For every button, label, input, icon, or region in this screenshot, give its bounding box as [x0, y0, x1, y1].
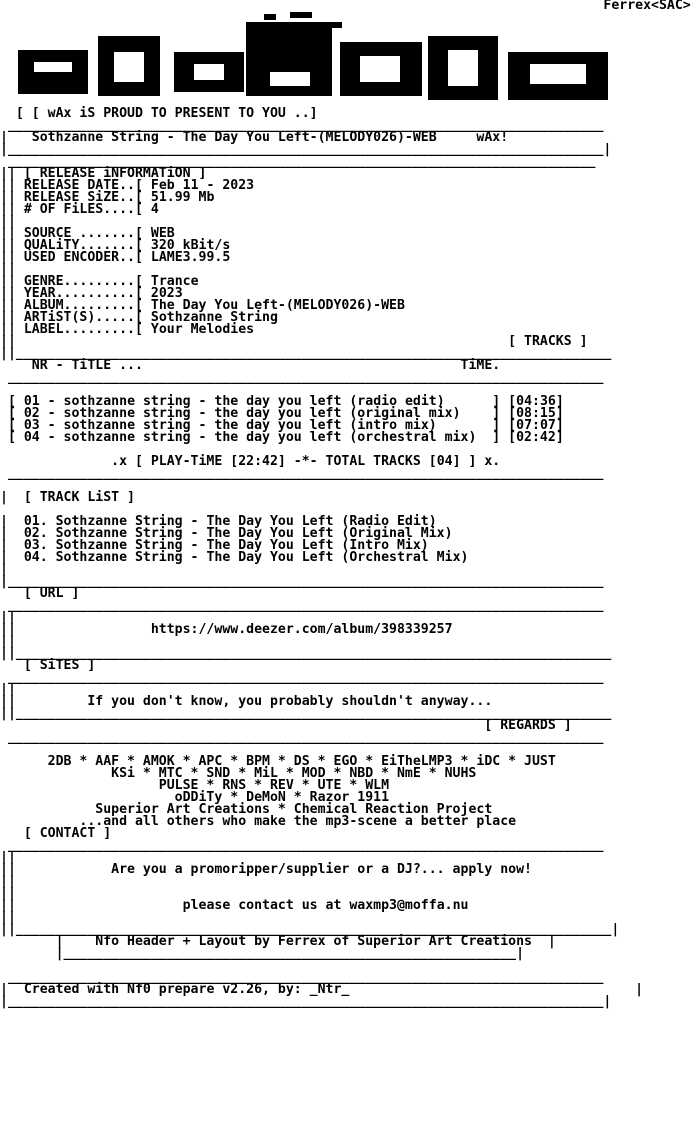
- track-time: 04:36: [516, 394, 556, 409]
- info-value: WEB: [150, 226, 175, 241]
- info-label: USED ENCODER..[: [23, 250, 143, 265]
- total-tracks: 04: [436, 454, 453, 469]
- section-contact: [ CONTACT ]: [23, 826, 112, 841]
- info-value: Feb 11 - 2023: [150, 178, 255, 193]
- nfo-document: Ferrex<SAC> [ [ wAx iS PROUD TO PRESENT TO YOU ..] ___________________________________________________________________________ | Sothzanne String - The Day You Left-(MELODY026)-WEB wAx! |___________________________________________________________________________| __________________________________________________________________________ || [ RELEASE iNFORMATiON ] || RELEASE DATE..[ Feb 11 - 2023 || RELEASE SiZE..[ 51.99 Mb || # OF FiLES....[ 4 || || SOURCE .......[ WEB || QUALiTY.......[ 320 kBit/s || USED ENCODER..[ LAME3.99.5 || || GENRE.........[ Trance || YEAR..........[ 2023 || ALBUM.........[ The Day You Left-(MELODY026)-WEB || ARTiST(S).....[ Sothzanne String || LABEL.........[ Your Melodies || [ TRACKS ] ||___________________________________________________________________________ NR - TiTLE ... TiME. ___________________________________________________________________________ [ 01 - sothzanne string - the day you left (radio edit) ] [04:36] [ 02 - sothzanne string - the day you left (original mix) ] [08:15] [ 03 - sothzanne string - the day you left (intro mix) ] [07:07] [ 04 - sothzanne string - the day you left (orchestral mix) ] [02:42] .x [ PLAY-TiME [22:42] -*- TOTAL TRACKS [04] ] x. ___________________________________________________________________________ | [ TRACK LiST ] | 01. Sothzanne String - The Day You Left (Radio Edit) | 02. Sothzanne String - The Day You Left (Original Mix) | 03. Sothzanne String - The Day You Left (Intro Mix) | 04. Sothzanne String - The Day You Left (Orchestral Mix) | |___________________________________________________________________________ [ URL ] ___________________________________________________________________________ || || https://www.deezer.com/album/398339257 || ||___________________________________________________________________________ [ SiTES ] ___________________________________________________________________________ || || If you don't know, you probably shouldn't anyway... ||___________________________________________________________________________ [ REGARDS ] ___________________________________________________________________________ 2DB * AAF * AMOK * APC * BPM * DS * EGO * EiTheLMP3 * iDC * JUST KSi * MTC * SND * MiL * MOD * NBD * NmE * NUHS PULSE * RNS * REV * UTE * WLM oDDiTy * DeMoN * Razor 1911 Superior Art Creations * Chemical Reaction Project ...and all others who make the mp3-scene a better place [ CONTACT ] ___________________________________________________________________________ || || Are you a promoripper/supplier or a DJ?... apply now! || || || please contact us at waxmp3@moffa.nu || ||___________________________________________________________________________| | Nfo Header + Layout by Ferrex of Superior Art Creations | |_________________________________________________________| ___________________________________________________________________________ | Created with Nf0 prepare v2.26, by: _Ntr_ | |___________________________________________________________________________|: [0, 0, 691, 1009]
- total-playtime: 22:42: [238, 454, 278, 469]
- track-title: sothzanne string - the day you left (orchestral mix): [63, 430, 477, 445]
- release-url[interactable]: https://www.deezer.com/album/398339257: [150, 622, 453, 637]
- info-value: Trance: [150, 274, 199, 289]
- info-label: ARTiST(S).....[: [23, 310, 143, 325]
- track-time: 02:42: [516, 430, 556, 445]
- tracks-header-title: NR - TiTLE ...: [31, 358, 143, 373]
- release-name: Sothzanne String - The Day You Left-(MELODY026)-WEB: [31, 130, 437, 145]
- info-value: 2023: [150, 286, 183, 301]
- track-list-item: 04. Sothzanne String - The Day You Left (Orchestral Mix): [23, 550, 469, 565]
- info-label: RELEASE SiZE..[: [23, 190, 143, 205]
- track-nr: 04: [23, 430, 40, 445]
- info-value: Your Melodies: [150, 322, 255, 337]
- track-title: sothzanne string - the day you left (radio edit): [63, 394, 445, 409]
- track-time: 07:07: [516, 418, 556, 433]
- regards-line: ...and all others who make the mp3-scene a better place: [79, 814, 517, 829]
- sites-text: If you don't know, you probably shouldn't anyway...: [87, 694, 493, 709]
- header-credit: Ferrex<SAC>: [603, 0, 691, 13]
- info-label: GENRE.........[: [23, 274, 143, 289]
- contact-line-2: please contact us at waxmp3@moffa.nu: [182, 898, 469, 913]
- section-release-info: [ RELEASE iNFORMATiON ]: [23, 166, 207, 181]
- info-value: The Day You Left-(MELODY026)-WEB: [150, 298, 405, 313]
- info-label: # OF FiLES....[: [23, 202, 143, 217]
- header-credit-line: [0, 0, 691, 13]
- track-title: sothzanne string - the day you left (intro mix): [63, 418, 437, 433]
- track-time: 08:15: [516, 406, 556, 421]
- track-nr: 02: [23, 406, 40, 421]
- track-list-item: 02. Sothzanne String - The Day You Left (Original Mix): [23, 526, 453, 541]
- tracks-header-time: TiME.: [460, 358, 501, 373]
- info-label: RELEASE DATE..[: [23, 178, 143, 193]
- contact-line-1: Are you a promoripper/supplier or a DJ?... apply now!: [111, 862, 532, 877]
- info-label: QUALiTY.......[: [23, 238, 143, 253]
- footer-created: Created with Nf0 prepare v2.26, by: _Ntr_: [23, 982, 350, 997]
- track-nr: 01: [23, 394, 40, 409]
- track-list-item: 01. Sothzanne String - The Day You Left (Radio Edit): [23, 514, 437, 529]
- header-tagline: [ wAx iS PROUD TO PRESENT TO YOU ..]: [31, 106, 318, 121]
- section-tracks: [ TRACKS ]: [508, 334, 588, 349]
- logo-tag: wAx!: [476, 130, 509, 145]
- info-value: Sothzanne String: [150, 310, 278, 325]
- track-list-item: 03. Sothzanne String - The Day You Left (Intro Mix): [23, 538, 429, 553]
- info-label: LABEL.........[: [23, 322, 143, 337]
- regards-line: 2DB * AAF * AMOK * APC * BPM * DS * EGO * EiTheLMP3 * iDC * JUST: [47, 754, 556, 769]
- info-value: 320 kBit/s: [150, 238, 231, 253]
- section-track-list: [ TRACK LiST ]: [23, 490, 135, 505]
- info-value: LAME3.99.5: [150, 250, 231, 265]
- footer-credit: Nfo Header + Layout by Ferrex of Superior Art Creations: [95, 934, 532, 949]
- track-nr: 03: [23, 418, 40, 433]
- info-value: 51.99 Mb: [150, 190, 215, 205]
- regards-line: KSi * MTC * SND * MiL * MOD * NBD * NmE * NUHS: [111, 766, 477, 781]
- section-url: [ URL ]: [23, 586, 80, 601]
- regards-line: oDDiTy * DeMoN * Razor 1911: [174, 790, 390, 805]
- info-label: ALBUM.........[: [23, 298, 143, 313]
- section-regards: [ REGARDS ]: [484, 718, 572, 733]
- track-title: sothzanne string - the day you left (original mix): [63, 406, 461, 421]
- info-value: 4: [150, 202, 159, 217]
- regards-line: Superior Art Creations * Chemical Reaction Project: [95, 802, 493, 817]
- info-label: YEAR..........[: [23, 286, 143, 301]
- regards-line: PULSE * RNS * REV * UTE * WLM: [158, 778, 390, 793]
- info-label: SOURCE .......[: [23, 226, 143, 241]
- section-sites: [ SiTES ]: [23, 658, 96, 673]
